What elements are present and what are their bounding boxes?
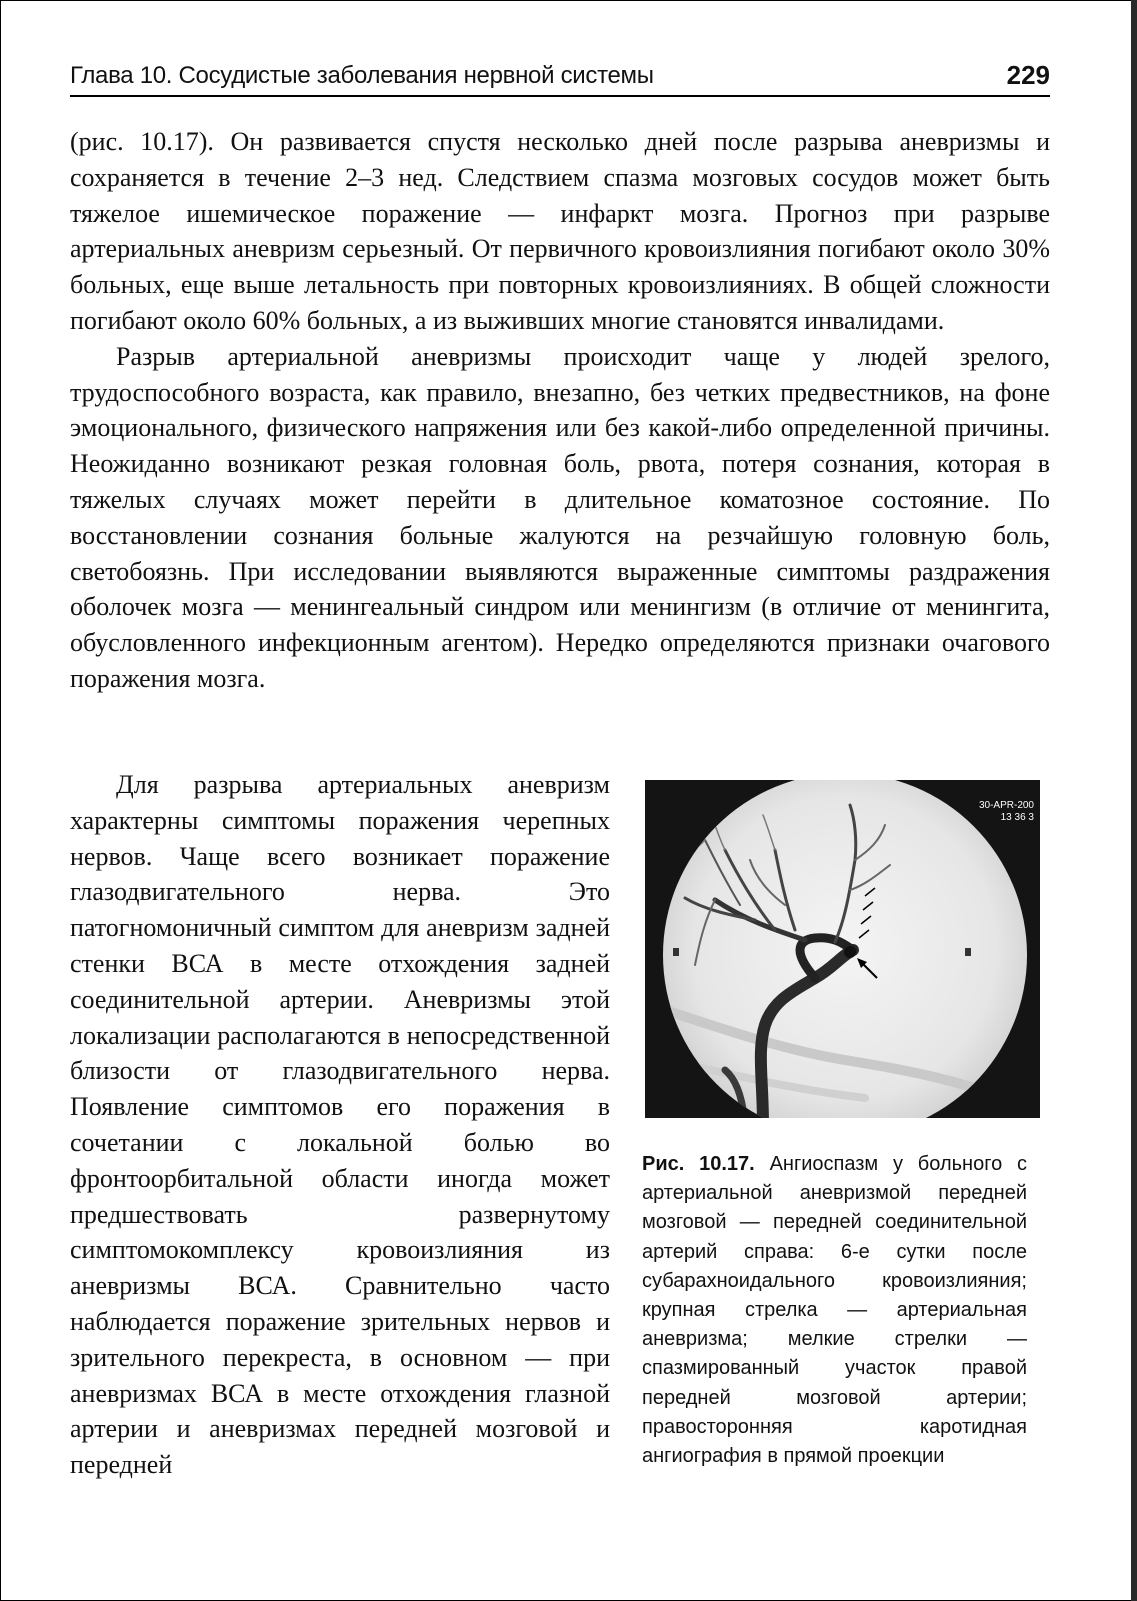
timestamp-line-1: 30-APR-200 [978, 800, 1034, 811]
figure-caption [642, 1150, 1027, 1471]
page-edge [1131, 0, 1137, 1601]
running-head: Глава 10. Сосудистые заболевания нервной системы [70, 62, 654, 89]
angiography-figure [645, 780, 1040, 1118]
angiogram-image [645, 780, 1040, 1118]
paragraph-1: (рис. 10.17). Он развивается спустя несколько дней после разрыва аневризмы и сохраняется в течение 2–3 нед. Следствием спазма мозговых сосудов может быть тяжелое ишемическое поражение — инфаркт мозга. Прогноз при разрыве артериальных аневризм серьезный. От первичного кровоизлияния погибают около 30% больных, еще выше летальность при повторных кровоизлияниях. В общей сложности погибают около 60% больных, а из выживших многие становятся инвалидами. [70, 127, 1050, 335]
page-header [70, 56, 1050, 96]
header-rule [70, 95, 1050, 97]
column-text [70, 767, 610, 1483]
page-number: 229 [1006, 60, 1050, 90]
paragraph-3: Для разрыва артериальных аневризм характерны симптомы поражения черепных нервов. Чаще всего возникает поражение глазодвигательного нерва. Это патогномоничный симптом для аневризм задней стенки ВСА в месте отхождения задней соединительной артерии. Аневризмы этой локализации располагаются в непосредственной близости от глазодвигательного нерва. Появление симптомов его поражения в сочетании с локальной болью во фронтоорбитальной области иногда может предшествовать развернутому симптомокомплексу кровоизлияния из аневризмы ВСА. Сравнительно часто наблюдается поражение зрительных нервов и зрительного перекреста, в основном — при аневризмах ВСА в месте отхождения глазной артерии и аневризмах передней мозговой и передней [70, 770, 610, 1480]
timestamp-line-2: 13 36 3 [1000, 812, 1034, 823]
body-text [70, 124, 1050, 697]
caption-text: Ангиоспазм у больного с артериальной аневризмой передней мозговой — передней соединительной артерий справа: 6-е сутки после субарахноидального кровоизлияния; крупная стрелка — артериальная аневризма; мелкие стрелки — спазмированный участок правой передней мозговой артерии; правосторонняя каротидная ангиография в прямой проекции [642, 1153, 1027, 1468]
image-timestamp [976, 800, 1034, 824]
caption-label: Рис. 10.17. [642, 1153, 755, 1175]
paragraph-2: Разрыв артериальной аневризмы происходит чаще у людей зрелого, трудоспособного возраста, как правило, внезапно, без четких предвестников, на фоне эмоционального, физического напряжения или без какой-либо определенной причины. Неожиданно возникают резкая головная боль, рвота, потеря сознания, которая в тяжелых случаях может перейти в длительное коматозное состояние. По восстановлении сознания больные жалуются на резчайшую головную боль, светобоязнь. При исследовании выявляются выраженные симптомы раздражения оболочек мозга — менингеальный синдром или менингизм (в отличие от менингита, обусловленного инфекционным агентом). Нередко определяются признаки очагового поражения мозга. [70, 341, 1050, 693]
